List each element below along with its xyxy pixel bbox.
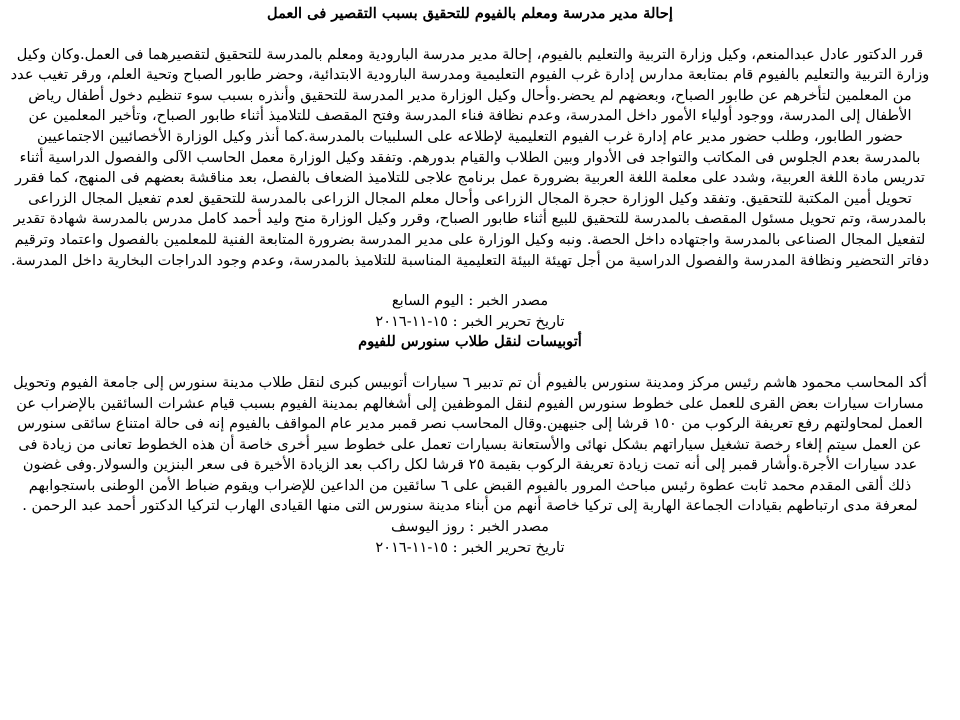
article-1-date: تاريخ تحرير الخبر : ١٥-١١-٢٠١٦ <box>375 312 565 330</box>
article-2-body: أكد المحاسب محمود هاشم رئيس مركز ومدينة سنورس بالفيوم أن تم تدبير ٦ سيارات أتوبيس كبرى لنقل طلاب مدينة سنورس إلى جامعة الفيوم وتحويل مسارات سيارات بعض القرى للعمل على خطوط سنورس الفيوم لنقل الموظفين إلى أشغالهم بمدينة الفيوم بسبب قيام عشرات السائقين بالإضراب عن العمل لمحاولتهم رفع تعريفة الركوب من ١٥٠ قرشا إلى جنيهين.وقال المحاسب نصر قمبر مدير عام المواقف بالفيوم إنه فى حالة امتناع سائقى سنورس عن العمل سيتم إلغاء رخصة تشغيل سياراتهم بشكل نهائى والأستعانة بسيارات تعمل على خطوط سير أخرى خاصة أن هذه الخطوط تعانى من زيادة فى عدد سيارات الأجرة.وأشار قمبر إلى أنه تمت زيادة تعريفة الركوب بقيمة ٢٥ قرشا لكل راكب بعد الزيادة الأخيرة فى سعر البنزين والسولار.وفى غضون ذلك ألقى المقدم محمد ثابت عطوة رئيس مباحث المرور بالفيوم القبض على ٦ سائقين من الداعين للإضراب ويقوم ضباط الأمن الوطنى باستجوابهم لمعرفة مدى ارتباطهم بقيادات الجماعة الهاربة إلى تركيا خاصة أنهم من أبناء مدينة سنورس التى منها القيادى الهارب لتركيا الدكتور أحمد عبد الرحمن . <box>13 373 927 515</box>
spacer <box>10 271 930 291</box>
article-1-source: مصدر الخبر : اليوم السابع <box>391 292 549 310</box>
article-1-title: إحالة مدير مدرسة ومعلم بالفيوم للتحقيق بسبب التقصير فى العمل <box>267 5 673 22</box>
article-1-body: قرر الدكتور عادل عبدالمنعم، وكيل وزارة التربية والتعليم بالفيوم، إحالة مدير مدرسة البارودية ومعلم بالمدرسة للتحقيق لتقصيرهما فى العمل.وكان وكيل وزارة التربية والتعليم بالفيوم قام بمتابعة مدارس إدارة غرب الفيوم التعليمية ومدرسة البارودية الابتدائية، وحضر طابور الصباح وتحية العلم، ورقر تغيب عدد من المعلمين لتأخرهم عن طابور الصباح، وبعضهم لم يحضر.وأحال وكيل الوزارة مدير المدرسة للتحقيق وأنذره بسبب سوء تنظيم دخول أطفال رياض الأطفال إلى المدرسة، ووجود أولياء الأمور داخل المدرسة، وعدم نظافة فناء المدرسة وفتح المقصف للتلاميذ أثناء طابور الصباح، وتأخير المعلمين عن حضور الطابور، وطلب حضور مدير عام إدارة غرب الفيوم التعليمية لإطلاعه على السلبيات بالمدرسة.كما أنذر وكيل الوزارة الأخصائيين الاجتماعيين بالمدرسة بعدم الجلوس فى المكاتب والتواجد فى الأدوار وبين الطلاب والقيام بدورهم. وتفقد وكيل الوزارة معمل الحاسب الآلى والفصول الدراسية أثناء تدريس مادة اللغة العربية، وشدد على معلمة اللغة العربية بضرورة عمل برنامج علاجى للتلاميذ الضعاف بالفصل، بعد مناقشة بعضهم فى المنهج، كما فقرر تحويل أمين المكتبة للتحقيق. وتفقد وكيل الوزارة حجرة المجال الزراعى وأحال معلم المجال الزراعى بالمدرسة للتحقيق لعدم تفعيل المجال الزراعى بالمدرسة، وتم تحويل مسئول المقصف بالمدرسة للتحقيق للبيع أثناء طابور الصباح، وقرر وكيل الوزارة منح وليد أحمد كامل مدرس بالمدرسة شهادة تقدير لتفعيل المجال الصناعى بالمدرسة واجتهاده داخل الحصة. ونبه وكيل الوزارة على مدير المدرسة بضرورة المتابعة الفنية للمعلمين بالفصول واعتماد وترقيم دفاتر التحضير ونظافة المدرسة والفصول الدراسية من أجل تهيئة البيئة التعليمية المناسبة للتلاميذ بالمدرسة، وعدم وجود الدراجات البخارية داخل المدرسة. <box>10 45 930 269</box>
article-2-source: مصدر الخبر : روز اليوسف <box>391 518 549 536</box>
article-2-title: أتوبيسات لنقل طلاب سنورس للفيوم <box>358 333 582 351</box>
article-2-date: تاريخ تحرير الخبر : ١٥-١١-٢٠١٦ <box>375 538 565 556</box>
